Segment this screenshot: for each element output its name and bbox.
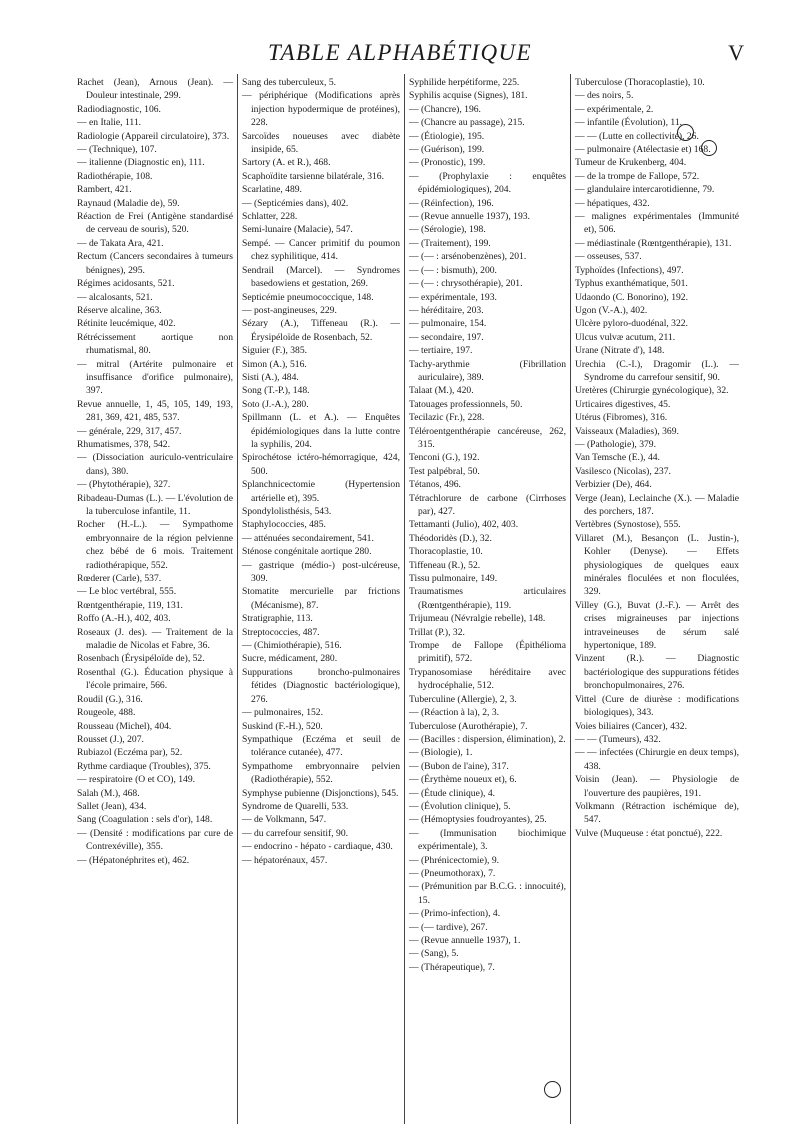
index-entry: — (Bacilles : dispersion, élimination), 2. — [409, 733, 566, 745]
index-entry: Radiothérapie, 108. — [77, 170, 153, 182]
index-entry: Verbizier (De), 464. — [575, 479, 652, 491]
index-entry: Siguier (F.), 385. — [242, 345, 308, 357]
index-entry: — de la trompe de Fallope, 572. — [575, 170, 700, 182]
index-entry: Semi-lunaire (Malacie), 547. — [242, 224, 353, 236]
index-entry: Roudil (G.), 316. — [77, 693, 143, 705]
index-entry: Sympathome embryonnaire pelvien (Radiothérapie), 552. — [242, 760, 400, 786]
index-entry: — (Traitement), 199. — [409, 237, 491, 249]
index-entry: — (Érythème noueux et), 6. — [409, 774, 517, 786]
index-entry: Urechia (C.-I.), Dragomir (L.). — Syndrome du carrefour sensitif, 90. — [575, 358, 739, 383]
index-entry: Rousset (J.), 207. — [77, 733, 144, 745]
index-entry: Ulcère pyloro-duodénal, 322. — [575, 318, 688, 330]
index-entry: — générale, 229, 317, 457. — [77, 425, 182, 437]
index-entry: — (— : chrysothérapie), 201. — [409, 278, 523, 290]
index-entry: Théodoridès (D.), 32. — [409, 532, 492, 544]
index-entry: Vertèbres (Synostose), 555. — [575, 519, 681, 531]
index-entry: Sézary (A.), Tiffeneau (R.). — Érysipéloïde de Rosenbach, 52. — [242, 318, 400, 343]
index-entry: Vittel (Cure de diurèse : modifications biologiques), 343. — [575, 693, 739, 719]
index-entry: Vaisseaux (Maladies), 369. — [575, 425, 679, 437]
index-column-4 — [570, 74, 739, 1124]
index-entry: — italienne (Diagnostic en), 111. — [77, 157, 205, 169]
index-entry: Voies biliaires (Cancer), 432. — [575, 720, 687, 732]
index-entry: — (Étiologie), 195. — [409, 130, 485, 142]
index-entry: Tissu pulmonaire, 149. — [409, 573, 498, 585]
index-entry: — héréditaire, 203. — [409, 304, 484, 316]
index-entry: — endocrino - hépato - cardiaque, 430. — [242, 841, 393, 853]
index-entry: Rétinite leucémique, 402. — [77, 318, 176, 330]
index-entry: Salah (M.), 468. — [77, 787, 140, 799]
index-entry: Tatouages professionnels, 50. — [409, 398, 523, 410]
handwritten-circle-mark — [544, 1081, 561, 1098]
index-entry: — mitral (Artérite pulmonaire et insuffisance d'orifice pulmonaire), 397. — [77, 358, 233, 397]
index-entry: Tuberculose (Aurothérapie), 7. — [409, 720, 528, 732]
index-column-1 — [77, 74, 237, 1124]
index-entry: — (Septicémies dans), 402. — [242, 197, 349, 209]
index-entry: Typhus exanthématique, 501. — [575, 278, 688, 290]
index-entry: Udaondo (C. Bonorino), 192. — [575, 291, 688, 303]
index-entry: Urane (Nitrate d'), 148. — [575, 345, 665, 357]
index-entry: Réaction de Frei (Antigène standardisé de cerveau de souris), 520. — [77, 211, 233, 236]
index-entry: — (Revue annuelle 1937), 193. — [409, 211, 530, 223]
index-columns — [77, 74, 739, 1124]
index-entry: Streptococcies, 487. — [242, 626, 320, 638]
index-entry: Verge (Jean), Leclainche (X.). — Maladie des porchers, 187. — [575, 492, 739, 517]
index-entry: Villaret (M.), Besançon (L. Justin-), Kohler (Denyse). — Effets physiologiques de quelques eaux minérales floculées et non floculées, 329. — [575, 532, 739, 598]
index-entry: Sarcoïdes noueuses avec diabète insipide, 65. — [242, 130, 400, 156]
index-entry: Sisti (A.), 484. — [242, 371, 299, 383]
index-entry: — expérimentale, 2. — [575, 103, 654, 115]
index-entry: Rambert, 421. — [77, 184, 132, 196]
index-entry: Schlatter, 228. — [242, 211, 298, 223]
index-entry: — hépatorénaux, 457. — [242, 854, 328, 866]
handwritten-circle-mark — [701, 140, 717, 156]
index-entry: Raynaud (Maladie de), 59. — [77, 197, 180, 209]
index-entry: Sucre, médicament, 280. — [242, 653, 338, 665]
index-entry: Traumatismes articulaires (Rœntgenthérapie), 119. — [409, 586, 566, 611]
index-entry: — (Sang), 5. — [409, 948, 459, 960]
index-entry: Ugon (V.-A.), 402. — [575, 304, 648, 316]
index-entry: Tenconi (G.), 192. — [409, 452, 480, 464]
index-entry: — malignes expérimentales (Immunité et), 506. — [575, 211, 739, 236]
index-entry: — pulmonaire (Atélectasie et) 168. — [575, 144, 711, 156]
index-entry: Rœntgenthérapie, 119, 131. — [77, 599, 183, 611]
index-entry: Trijumeau (Névralgie rebelle), 148. — [409, 613, 546, 625]
index-entry: Rubiazol (Eczéma par), 52. — [77, 747, 183, 759]
index-entry: Rocher (H.-L.). — Sympathome embryonnaire de la région pelvienne chez bébé de 6 mois. Traitement radiothérapique, 552. — [77, 519, 233, 571]
page-number: V — [728, 40, 744, 65]
index-entry: — post-angineuses, 229. — [242, 304, 337, 316]
index-column-3 — [404, 74, 570, 1124]
index-entry: — (Étude clinique), 4. — [409, 787, 496, 799]
index-entry: Voisin (Jean). — Physiologie de l'ouverture des paupières, 191. — [575, 774, 739, 799]
index-entry: — alcalosants, 521. — [77, 291, 153, 303]
index-entry: Villey (G.), Buvat (J.-F.). — Arrêt des crises migraineuses par injections intraveineuses de sérum salé hypertonique, 189. — [575, 599, 739, 652]
index-entry: Syphilide herpétiforme, 225. — [409, 77, 520, 88]
index-entry: — Le bloc vertébral, 555. — [77, 586, 177, 598]
index-entry: Typhoïdes (Infections), 497. — [575, 264, 684, 276]
index-entry: — — (Lutte en collectivité), 26. — [575, 130, 699, 142]
index-entry: Volkmann (Rétraction ischémique de), 547. — [575, 800, 739, 826]
index-entry: — périphérique (Modifications après injection hypodermique de protéines), 228. — [242, 90, 400, 129]
index-entry: Uretères (Chirurgie gynécologique), 32. — [575, 385, 729, 397]
index-entry: Tecilazic (Fr.), 228. — [409, 412, 485, 424]
index-entry: Trompe de Fallope (Épithélioma primitif), 572. — [409, 640, 566, 665]
index-entry: Sempé. — Cancer primitif du poumon chez syphilitique, 414. — [242, 237, 400, 263]
index-entry: Rosenbach (Érysipéloïde de), 52. — [77, 653, 205, 665]
index-entry: Rythme cardiaque (Troubles), 375. — [77, 760, 211, 772]
index-entry: — tertiaire, 197. — [409, 345, 473, 357]
index-entry: Radiologie (Appareil circulatoire), 373. — [77, 130, 230, 142]
index-entry: Thoracoplastie, 10. — [409, 546, 483, 558]
index-entry: — gastrique (médio-) post-ulcéreuse, 309. — [242, 559, 400, 585]
index-entry: Septicémie pneumococcique, 148. — [242, 291, 374, 303]
index-entry: Rectum (Cancers secondaires à tumeurs bénignes), 295. — [77, 251, 233, 276]
index-entry: — glandulaire intercarotidienne, 79. — [575, 184, 715, 196]
index-entry: Van Temsche (E.), 44. — [575, 452, 660, 464]
index-entry: — pulmonaires, 152. — [242, 707, 324, 719]
index-entry: — (Phytothérapie), 327. — [77, 479, 171, 491]
index-entry: Rhumatismes, 378, 542. — [77, 438, 171, 450]
index-entry: — (Hémoptysies foudroyantes), 25. — [409, 814, 547, 826]
index-entry: — secondaire, 197. — [409, 331, 484, 343]
index-entry: — (Revue annuelle 1937), 1. — [409, 935, 521, 946]
index-entry: Tettamanti (Julio), 402, 403. — [409, 519, 519, 531]
index-entry: Sympathique (Eczéma et seuil de tolérance cutanée), 477. — [242, 733, 400, 759]
index-entry: — (— : arsénobenzènes), 201. — [409, 251, 527, 263]
index-entry: Spillmann (L. et A.). — Enquêtes épidémiologiques dans la lutte contre la syphilis, 204. — [242, 412, 400, 450]
index-entry: — atténuées secondairement, 541. — [242, 532, 374, 544]
index-entry: Suppurations broncho-pulmonaires fétides (Diagnostic bactériologique), 276. — [242, 666, 400, 705]
index-entry: — — (Tumeurs), 432. — [575, 733, 661, 745]
index-entry: Syndrome de Quarelli, 533. — [242, 800, 349, 812]
index-entry: — de Volkmann, 547. — [242, 814, 327, 826]
index-entry: Syphilis acquise (Signes), 181. — [409, 90, 528, 102]
index-entry: Vasilesco (Nicolas), 237. — [575, 465, 671, 477]
index-entry: — (Prémunition par B.C.G. : innocuité), 15. — [409, 881, 566, 906]
index-entry: — respiratoire (O et CO), 149. — [77, 774, 196, 786]
index-entry: Ulcus vulvæ acutum, 211. — [575, 331, 676, 343]
index-entry: Tétrachlorure de carbone (Cirrhoses par), 427. — [409, 492, 566, 517]
page-title: TABLE ALPHABÉTIQUE — [268, 40, 532, 65]
index-entry: — (Pneumothorax), 7. — [409, 867, 496, 879]
index-entry: — osseuses, 537. — [575, 251, 642, 263]
index-entry: — (Bubon de l'aine), 317. — [409, 760, 509, 772]
index-entry: — (Primo-infection), 4. — [409, 908, 501, 920]
index-entry: Tachy-arythmie (Fibrillation auriculaire), 389. — [409, 358, 566, 383]
index-entry: — (Immunisation biochimique expérimentale), 3. — [409, 827, 566, 853]
index-entry: — — infectées (Chirurgie en deux temps), 438. — [575, 747, 739, 772]
index-entry: — (Évolution clinique), 5. — [409, 800, 511, 812]
index-entry: Tumeur de Krukenberg, 404. — [575, 157, 687, 169]
index-entry: Trillat (P.), 32. — [409, 626, 465, 638]
index-entry: Régimes acidosants, 521. — [77, 278, 175, 290]
index-entry: — (Densité : modifications par cure de Contrexéville), 355. — [77, 827, 233, 853]
index-entry: Spondylolisthésis, 543. — [242, 506, 332, 517]
index-entry: Stomatite mercurielle par frictions (Mécanisme), 87. — [242, 586, 400, 611]
index-entry: Test palpébral, 50. — [409, 465, 480, 477]
index-entry: — (Réaction à la), 2, 3. — [409, 707, 500, 719]
index-entry: Tuberculose (Thoracoplastie), 10. — [575, 77, 705, 88]
index-entry: Urticaires digestives, 45. — [575, 398, 671, 410]
index-entry: Radiodiagnostic, 106. — [77, 103, 161, 115]
index-entry: Rosenthal (G.). Éducation physique à l'école primaire, 566. — [77, 666, 233, 692]
index-entry: — (Dissociation auriculo-ventriculaire dans), 380. — [77, 452, 233, 477]
index-entry: Roffo (A.-H.), 402, 403. — [77, 613, 171, 625]
index-entry: — (Hépatonéphrites et), 462. — [77, 854, 190, 866]
index-entry: Spirochétose ictéro-hémorragique, 424, 500. — [242, 452, 400, 477]
index-entry: Tuberculine (Allergie), 2, 3. — [409, 693, 517, 705]
index-entry: Vinzent (R.). — Diagnostic bactériologique des suppurations fétides bronchopulmonaires, 276. — [575, 653, 739, 692]
index-entry: Rousseau (Michel), 404. — [77, 720, 172, 732]
index-entry: Simon (A.), 516. — [242, 358, 307, 370]
index-entry: Revue annuelle, 1, 45, 105, 149, 193, 281, 369, 421, 485, 537. — [77, 398, 233, 424]
index-entry: Rœderer (Carle), 537. — [77, 573, 162, 585]
index-entry: Scaphoïdite tarsienne bilatérale, 316. — [242, 170, 384, 182]
index-entry: — infantile (Évolution), 11. — [575, 117, 683, 129]
index-entry: Rétrécissement aortique non rhumatismal, 80. — [77, 331, 233, 357]
index-entry: Symphyse pubienne (Disjonctions), 545. — [242, 787, 399, 799]
index-entry: — (Thérapeutique), 7. — [409, 961, 495, 973]
index-entry: — (Chimiothérapie), 516. — [242, 640, 342, 652]
index-entry: — (Pronostic), 199. — [409, 157, 486, 169]
index-entry: Soto (J.-A.), 280. — [242, 398, 309, 410]
index-entry: Sang (Coagulation : sels d'or), 148. — [77, 814, 213, 826]
index-entry: Réserve alcaline, 363. — [77, 304, 162, 316]
index-entry: Splanchnicectomie (Hypertension artérielle et), 395. — [242, 479, 400, 504]
index-entry: — (Prophylaxie : enquêtes épidémiologiques), 204. — [409, 170, 566, 196]
index-entry: Utérus (Fibromes), 316. — [575, 412, 668, 424]
index-column-2 — [237, 74, 404, 1124]
index-entry: — (— : bismuth), 200. — [409, 264, 497, 276]
index-entry: Suskind (F.-H.), 520. — [242, 720, 323, 732]
index-entry: Rachet (Jean), Arnous (Jean). — Douleur intestinale, 299. — [77, 77, 233, 102]
index-entry: — médiastinale (Rœntgenthérapie), 131. — [575, 237, 732, 249]
index-entry: — du carrefour sensitif, 90. — [242, 827, 349, 839]
index-entry: Tétanos, 496. — [409, 479, 461, 491]
index-entry: — (Guérison), 199. — [409, 144, 485, 156]
index-entry: — hépatiques, 432. — [575, 197, 650, 209]
index-entry: — (Chancre au passage), 215. — [409, 117, 525, 129]
index-entry: Song (T.-P.), 148. — [242, 385, 310, 397]
index-entry: — en Italie, 111. — [77, 117, 142, 129]
index-entry: Vulve (Muqueuse : état ponctué), 222. — [575, 827, 723, 839]
index-entry: Tiffeneau (R.), 52. — [409, 559, 481, 571]
index-entry: — expérimentale, 193. — [409, 291, 497, 303]
index-entry: — (Biologie), 1. — [409, 747, 473, 759]
index-entry: Sang des tuberculeux, 5. — [242, 77, 337, 88]
index-entry: Stratigraphie, 113. — [242, 613, 313, 625]
index-entry: — (Technique), 107. — [77, 144, 157, 156]
index-entry: — des noirs, 5. — [575, 90, 634, 102]
index-entry: Talaat (M.), 420. — [409, 385, 474, 397]
index-entry: Sallet (Jean), 434. — [77, 800, 147, 812]
index-entry: Rougeole, 488. — [77, 707, 136, 719]
index-entry: — (Réinfection), 196. — [409, 197, 494, 209]
index-entry: — (Pathologie), 379. — [575, 438, 657, 450]
index-entry: Roseaux (J. des). — Traitement de la maladie de Nicolas et Fabre, 36. — [77, 626, 233, 652]
index-entry: — (Sérologie), 198. — [409, 224, 486, 236]
index-entry: — pulmonaire, 154. — [409, 318, 487, 330]
index-entry: — (— tardive), 267. — [409, 921, 488, 933]
index-entry: Trypanosomiase héréditaire avec hydrocéphalie, 512. — [409, 666, 566, 692]
handwritten-circle-mark — [677, 124, 694, 141]
index-entry: Téléroentgenthérapie cancéreuse, 262, 315. — [409, 425, 566, 450]
index-entry: Ribadeau-Dumas (L.). — L'évolution de la tuberculose infantile, 11. — [77, 492, 233, 517]
index-entry: Scarlatine, 489. — [242, 184, 302, 196]
index-entry: Staphylococcies, 485. — [242, 519, 326, 531]
index-entry: — (Phrénicectomie), 9. — [409, 854, 500, 866]
index-entry: Sartory (A. et R.), 468. — [242, 157, 331, 169]
index-entry: Sténose congénitale aortique 280. — [242, 546, 372, 558]
index-entry: — (Chancre), 196. — [409, 103, 481, 115]
index-entry: Sendrail (Marcel). — Syndromes basedowiens et gestation, 269. — [242, 264, 400, 290]
index-entry: — de Takata Ara, 421. — [77, 237, 164, 249]
